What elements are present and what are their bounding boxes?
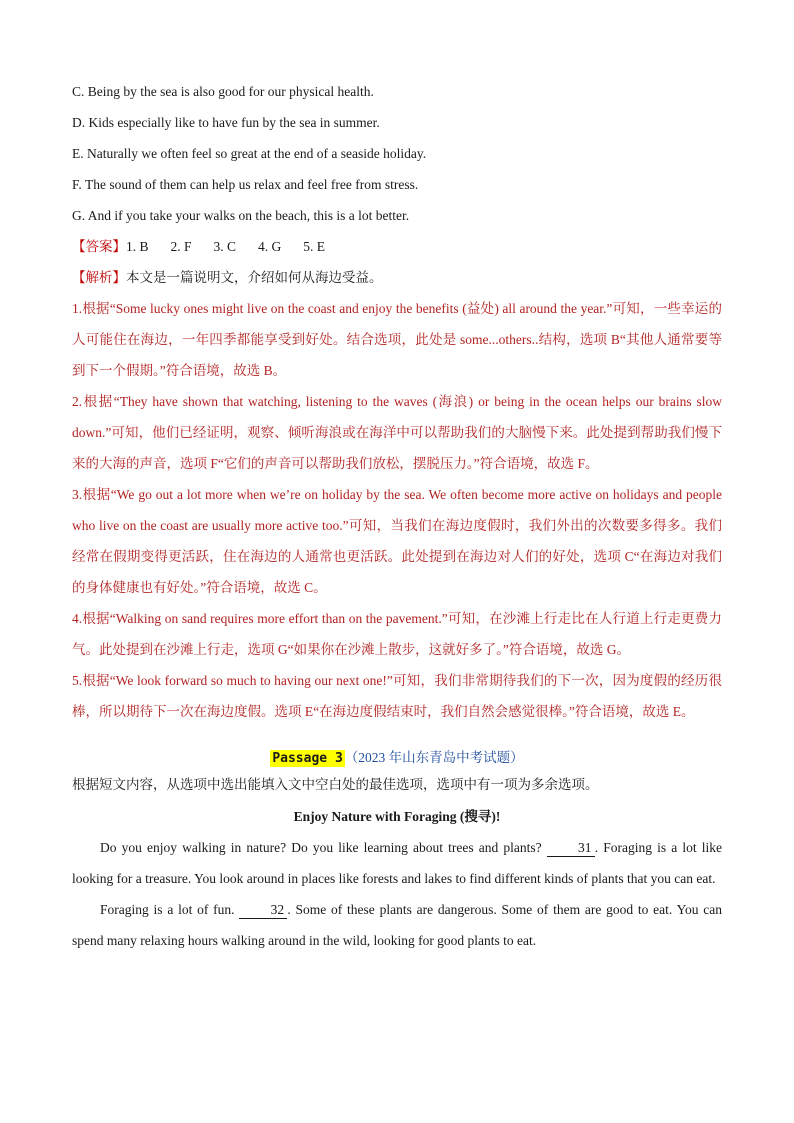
passage-source: （2023 年山东青岛中考试题） — [344, 750, 524, 765]
answer-item: 1. B — [126, 239, 149, 254]
analysis-item-5: 5.根据“We look forward so much to having our next one!”可知，我们非常期待我们的下一次，因为度假的经历很棒，所以期待下一次在海边度假。选项 E“在海边度假结束时，我们自然会感觉很棒。”符合语境，故选 E。 — [72, 673, 722, 719]
option-label: D. — [72, 115, 86, 130]
option-f — [72, 169, 722, 200]
option-text: Being by the sea is also good for our physical health. — [87, 84, 374, 99]
answer-item: 2. F — [170, 239, 192, 254]
option-label: E. — [72, 146, 84, 161]
answer-tag: 【答案】 — [72, 239, 126, 254]
paragraph-text: Do you enjoy walking in nature? Do you like learning about trees and plants? — [100, 840, 547, 855]
passage-header — [72, 745, 722, 772]
analysis-tag: 【解析】 — [72, 270, 126, 285]
analysis-item-3: 3.根据“We go out a lot more when we’re on holiday by the sea. We often become more active on holidays and people who live on the coast are usually more active too.”可知，当我们在海边度假时，我们外出的次数要多得多。我们经常在假期变得更活跃，住在海边的人通常也更活跃。此处提到在海边对人们的好处，选项 C“在海边对我们的身体健康也有好处。”符合语境，故选 C。 — [72, 487, 722, 595]
option-text: Naturally we often feel so great at the end of a seaside holiday. — [87, 146, 427, 161]
option-label: C. — [72, 84, 85, 99]
options-list — [72, 76, 722, 231]
option-label: G. — [72, 208, 86, 223]
passage-tag: Passage 3 — [272, 751, 343, 766]
paragraph-text: Foraging is a lot of fun. — [100, 902, 240, 917]
analysis-item-1: 1.根据“Some lucky ones might live on the coast and enjoy the benefits (益处) all around the year.”可知，一些幸运的人可能住在海边，一年四季都能享受到好处。结合选项，此处是 some...others..结构，选项 B“其他人通常要等到下一个假期。”符合语境，故选 B。 — [72, 301, 722, 378]
answer-item: 3. C — [213, 239, 237, 254]
blank-32: 32 — [239, 902, 287, 919]
option-text: And if you take your walks on the beach, this is a lot better. — [87, 208, 410, 223]
paragraph-text: . Foraging is a lot like looking for a treasure. You look around in places like forests and lakes to find different kinds of plants that you can eat. — [72, 840, 723, 886]
option-g — [72, 200, 722, 231]
paragraph-text: . Some of these plants are dangerous. Some of them are good to eat. You can spend many relaxing hours walking around in the wild, looking for good plants to eat. — [72, 902, 722, 948]
option-d — [72, 107, 722, 138]
answer-line — [72, 231, 722, 262]
option-e — [72, 138, 722, 169]
option-label: F. — [72, 177, 82, 192]
blank-31: 31 — [547, 840, 595, 857]
passage-instruction: 根据短文内容，从选项中选出能填入文中空白处的最佳选项，选项中有一项为多余选项。 — [72, 777, 599, 792]
passage-paragraph-1 — [72, 832, 722, 894]
option-c — [72, 76, 722, 107]
analysis-item-4: 4.根据“Walking on sand requires more effort than on the pavement.”可知，在沙滩上行走比在人行道上行走更费力气。此处提到在沙滩上行走，选项 G“如果你在沙滩上散步，这就好多了。”符合语境，故选 G。 — [72, 611, 722, 657]
analysis-intro — [72, 262, 722, 293]
option-text: The sound of them can help us relax and feel free from stress. — [84, 177, 419, 192]
answer-item: 5. E — [303, 239, 326, 254]
answer-item: 4. G — [258, 239, 282, 254]
passage-paragraph-2 — [72, 894, 722, 956]
analysis-item-2: 2.根据“They have shown that watching, listening to the waves (海浪) or being in the ocean helps our brains slow down.”可知，他们已经证明，观察、倾听海浪或在海洋中可以帮助我们的大脑慢下来。此处提到帮助我们慢下来的大海的声音，选项 F“它们的声音可以帮助我们放松，摆脱压力。”符合语境，故选 F。 — [72, 394, 722, 471]
option-text: Kids especially like to have fun by the sea in summer. — [88, 115, 380, 130]
analysis-intro-text: 本文是一篇说明文，介绍如何从海边受益。 — [126, 270, 383, 285]
document-page — [72, 76, 722, 956]
passage-title: Enjoy Nature with Foraging (搜寻)! — [293, 809, 501, 824]
